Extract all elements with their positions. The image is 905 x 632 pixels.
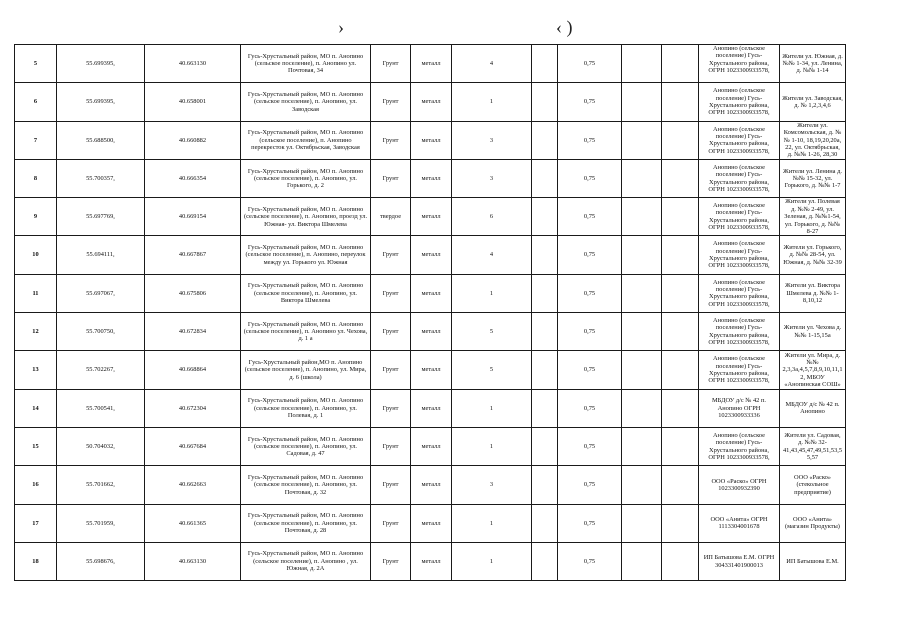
empty-cell: [662, 274, 699, 312]
longitude-cell: 40.668864: [145, 351, 241, 389]
owner-cell: Анопино (сельское поселение) Гусь-Хрустального района, ОГРН 1023300933578,: [699, 83, 780, 121]
table-row: [15, 159, 846, 197]
empty-cell: [662, 389, 699, 427]
empty-cell: [622, 159, 662, 197]
container-count-cell: 1: [452, 274, 532, 312]
empty-cell: [622, 313, 662, 351]
owner-cell: МБДОУ д/с № 42 п. Анопино ОГРН 1023300933336: [699, 389, 780, 427]
row-number: 12: [15, 313, 57, 351]
container-count-cell: 1: [452, 83, 532, 121]
longitude-cell: 40.666354: [145, 159, 241, 197]
waste-producers-cell: МБДОУ д/с № 42 п. Анопино: [780, 389, 846, 427]
latitude-cell: 55.700541,: [57, 389, 145, 427]
longitude-cell: 40.663130: [145, 45, 241, 83]
volume-cell: 0,75: [558, 351, 622, 389]
empty-cell: [622, 83, 662, 121]
waste-producers-cell: Жители ул. Садовая, д. №№ 32-41,43,45,47,49,51,53,55,57: [780, 427, 846, 465]
material-cell: металл: [411, 504, 452, 542]
longitude-cell: 40.672834: [145, 313, 241, 351]
empty-cell: [622, 198, 662, 236]
container-sites-table: [14, 44, 846, 581]
empty-cell: [622, 389, 662, 427]
empty-cell: [662, 504, 699, 542]
table-row: [15, 236, 846, 274]
volume-cell: 0,75: [558, 427, 622, 465]
volume-cell: 0,75: [558, 313, 622, 351]
volume-cell: 0,75: [558, 45, 622, 83]
row-number: 11: [15, 274, 57, 312]
longitude-cell: 40.675806: [145, 274, 241, 312]
latitude-cell: 55.697067,: [57, 274, 145, 312]
empty-cell: [662, 121, 699, 159]
longitude-cell: 40.660882: [145, 121, 241, 159]
table-row: [15, 389, 846, 427]
container-count-cell: 1: [452, 427, 532, 465]
volume-cell: 0,75: [558, 236, 622, 274]
address-cell: Гусь-Хрустальный район, МО п. Анопино (сельское поселение), п. Анопино, ул. Почтовая, д. 32: [241, 466, 371, 504]
row-number: 10: [15, 236, 57, 274]
empty-cell: [662, 198, 699, 236]
latitude-cell: 55.702267,: [57, 351, 145, 389]
container-count-cell: 6: [452, 198, 532, 236]
empty-cell: [532, 389, 558, 427]
empty-cell: [532, 504, 558, 542]
material-cell: металл: [411, 198, 452, 236]
latitude-cell: 55.701662,: [57, 466, 145, 504]
address-cell: Гусь-Хрустальный район, МО п. Анопино (сельское поселение), п. Анопино , ул. Южная, д. 2А: [241, 542, 371, 580]
volume-cell: 0,75: [558, 504, 622, 542]
row-number: 8: [15, 159, 57, 197]
waste-producers-cell: Жители ул. Полевая д. №№ 2-49, ул. Зеленая, д. №№1-54, ул. Горького, д. №№ 8-27: [780, 198, 846, 236]
row-number: 18: [15, 542, 57, 580]
address-cell: Гусь-Хрустальный район, МО п. Анопино (сельское поселение), п. Анопино, проезд ул. Южная- ул. Виктора Шмелева: [241, 198, 371, 236]
empty-cell: [662, 542, 699, 580]
surface-cell: Грунт: [371, 236, 411, 274]
container-count-cell: 1: [452, 542, 532, 580]
empty-cell: [662, 83, 699, 121]
surface-cell: Грунт: [371, 427, 411, 465]
longitude-cell: 40.669154: [145, 198, 241, 236]
address-cell: Гусь-Хрустальный район, МО п. Анопино (сельское поселение), п. Анопино перекресток ул. Октябрьская, Заводская: [241, 121, 371, 159]
material-cell: металл: [411, 159, 452, 197]
latitude-cell: 55.688500,: [57, 121, 145, 159]
longitude-cell: 40.672304: [145, 389, 241, 427]
empty-cell: [622, 45, 662, 83]
address-cell: Гусь-Хрустальный район,МО п. Анопино (сельское поселение), п. Анопино, ул. Мира, д. 6 (школа): [241, 351, 371, 389]
volume-cell: 0,75: [558, 159, 622, 197]
row-number: 16: [15, 466, 57, 504]
table-row: [15, 121, 846, 159]
container-count-cell: 3: [452, 121, 532, 159]
waste-producers-cell: Жители ул. Чехова д.№№ 1-15,15а: [780, 313, 846, 351]
empty-cell: [532, 313, 558, 351]
owner-cell: Анопино (сельское поселение) Гусь-Хрустального района, ОГРН 1023300933578,: [699, 427, 780, 465]
latitude-cell: 50.704032,: [57, 427, 145, 465]
owner-cell: Анопино (сельское поселение) Гусь-Хрустального района, ОГРН 1023300933578,: [699, 313, 780, 351]
table-row: [15, 427, 846, 465]
table-row: [15, 198, 846, 236]
material-cell: металл: [411, 274, 452, 312]
surface-cell: Грунт: [371, 466, 411, 504]
table-row: [15, 274, 846, 312]
material-cell: металл: [411, 83, 452, 121]
container-count-cell: 4: [452, 45, 532, 83]
latitude-cell: 55.698676,: [57, 542, 145, 580]
owner-cell: Анопино (сельское поселение) Гусь-Хрустального района, ОГРН 1023300933578,: [699, 274, 780, 312]
latitude-cell: 55.697769,: [57, 198, 145, 236]
table-row: [15, 504, 846, 542]
surface-cell: Грунт: [371, 542, 411, 580]
table-row: [15, 466, 846, 504]
table-row: [15, 542, 846, 580]
longitude-cell: 40.661365: [145, 504, 241, 542]
empty-cell: [532, 274, 558, 312]
empty-cell: [622, 236, 662, 274]
empty-cell: [622, 466, 662, 504]
empty-cell: [662, 351, 699, 389]
punch-hole-left: ›: [338, 17, 344, 37]
longitude-cell: 40.662663: [145, 466, 241, 504]
row-number: 13: [15, 351, 57, 389]
table-body: [15, 45, 846, 581]
waste-producers-cell: Жители ул. Заводская, д. № 1,2,3,4,6: [780, 83, 846, 121]
longitude-cell: 40.658001: [145, 83, 241, 121]
table-row: [15, 313, 846, 351]
owner-cell: Анопино (сельское поселение) Гусь-Хрустального района, ОГРН 1023300933578,: [699, 351, 780, 389]
longitude-cell: 40.667867: [145, 236, 241, 274]
row-number: 7: [15, 121, 57, 159]
empty-cell: [662, 313, 699, 351]
surface-cell: Грунт: [371, 351, 411, 389]
material-cell: металл: [411, 313, 452, 351]
row-number: 6: [15, 83, 57, 121]
table-row: [15, 45, 846, 83]
container-count-cell: 3: [452, 159, 532, 197]
waste-producers-cell: Жители ул. Виктора Шмелева д. №№ 1-8,10,12: [780, 274, 846, 312]
owner-cell: Анопино (сельское поселение) Гусь-Хрустального района, ОГРН 1023300933578,: [699, 236, 780, 274]
empty-cell: [532, 427, 558, 465]
table-row: [15, 351, 846, 389]
container-count-cell: 1: [452, 389, 532, 427]
empty-cell: [622, 504, 662, 542]
latitude-cell: 55.700357,: [57, 159, 145, 197]
owner-cell: ООО «Анита» ОГРН 1113304001678: [699, 504, 780, 542]
surface-cell: Грунт: [371, 504, 411, 542]
empty-cell: [532, 45, 558, 83]
volume-cell: 0,75: [558, 542, 622, 580]
latitude-cell: 55.699395,: [57, 45, 145, 83]
material-cell: металл: [411, 542, 452, 580]
address-cell: Гусь-Хрустальный район, МО п. Анопино (сельское поселение), п. Анопино ул. Чехова, д. 1 а: [241, 313, 371, 351]
empty-cell: [532, 198, 558, 236]
empty-cell: [662, 427, 699, 465]
volume-cell: 0,75: [558, 274, 622, 312]
surface-cell: Грунт: [371, 389, 411, 427]
container-count-cell: 1: [452, 504, 532, 542]
surface-cell: Грунт: [371, 274, 411, 312]
volume-cell: 0,75: [558, 466, 622, 504]
empty-cell: [532, 542, 558, 580]
owner-cell: Анопино (сельское поселение) Гусь-Хрустального района, ОГРН 1023300933578,: [699, 45, 780, 83]
surface-cell: Грунт: [371, 45, 411, 83]
address-cell: Гусь-Хрустальный район, МО п. Анопино (сельское поселение), п. Анопино, ул. Заводская: [241, 83, 371, 121]
empty-cell: [532, 466, 558, 504]
empty-cell: [662, 466, 699, 504]
address-cell: Гусь-Хрустальный район, МО п. Анопино (сельское поселение), п. Анопино, ул. Садовая, д. 47: [241, 427, 371, 465]
waste-producers-cell: ООО «Анита» (магазин Продукты): [780, 504, 846, 542]
material-cell: металл: [411, 466, 452, 504]
address-cell: Гусь-Хрустальный район, МО п. Анопино (сельское поселение), п. Анопино, ул. Полевая, д. 1: [241, 389, 371, 427]
address-cell: Гусь-Хрустальный район, МО п. Анопино (сельское поселение), п. Анопино, ул. Горького, д. 2: [241, 159, 371, 197]
owner-cell: ИП Батышова Е.М. ОГРН 304331401900013: [699, 542, 780, 580]
volume-cell: 0,75: [558, 198, 622, 236]
empty-cell: [532, 351, 558, 389]
waste-producers-cell: Жители ул. Комсомольская, д. №№ 1-10, 18,19,20,20а, 22, ул. Октябрьская, д. №№ 1-26, 28,30: [780, 121, 846, 159]
material-cell: металл: [411, 236, 452, 274]
address-cell: Гусь-Хрустальный район, МО п. Анопино (сельское поселение), п. Анопино, переулок между ул. Горького ул. Южная: [241, 236, 371, 274]
empty-cell: [622, 274, 662, 312]
latitude-cell: 55.701959,: [57, 504, 145, 542]
table-row: [15, 83, 846, 121]
surface-cell: твердое: [371, 198, 411, 236]
address-cell: Гусь-Хрустальный район, МО п. Анопино (сельское поселение), п. Анопино ул. Почтовая, 34: [241, 45, 371, 83]
container-count-cell: 5: [452, 351, 532, 389]
material-cell: металл: [411, 427, 452, 465]
row-number: 17: [15, 504, 57, 542]
material-cell: металл: [411, 389, 452, 427]
address-cell: Гусь-Хрустальный район, МО п. Анопино (сельское поселение), п. Анопино, ул. Почтовая, д. 28: [241, 504, 371, 542]
longitude-cell: 40.663130: [145, 542, 241, 580]
owner-cell: Анопино (сельское поселение) Гусь-Хрустального района, ОГРН 1023300933578,: [699, 198, 780, 236]
container-count-cell: 3: [452, 466, 532, 504]
volume-cell: 0,75: [558, 389, 622, 427]
row-number: 15: [15, 427, 57, 465]
empty-cell: [622, 542, 662, 580]
address-cell: Гусь-Хрустальный район, МО п. Анопино (сельское поселение), п. Анопино, ул. Виктора Шмелева: [241, 274, 371, 312]
surface-cell: Грунт: [371, 313, 411, 351]
latitude-cell: 55.700750,: [57, 313, 145, 351]
waste-producers-cell: Жители ул. Южная, д. №№ 1-34, ул. Ленина, д. №№ 1-14: [780, 45, 846, 83]
volume-cell: 0,75: [558, 83, 622, 121]
empty-cell: [532, 159, 558, 197]
empty-cell: [622, 427, 662, 465]
waste-producers-cell: ИП Батышова Е.М.: [780, 542, 846, 580]
empty-cell: [532, 83, 558, 121]
empty-cell: [532, 236, 558, 274]
empty-cell: [662, 45, 699, 83]
empty-cell: [662, 159, 699, 197]
row-number: 5: [15, 45, 57, 83]
container-count-cell: 5: [452, 313, 532, 351]
owner-cell: ООО «Раско» ОГРН 1023300932390: [699, 466, 780, 504]
owner-cell: Анопино (сельское поселение) Гусь-Хрустального района, ОГРН 1023300933578,: [699, 159, 780, 197]
container-count-cell: 4: [452, 236, 532, 274]
waste-producers-cell: Жители ул. Горького, д. №№ 28-54, ул. Южная, д. №№ 32-39: [780, 236, 846, 274]
waste-producers-cell: Жители ул. Мира, д. №№ 2,3,3а,4,5,7,8,9,10,11,12, МБОУ «Анопинская СОШ»: [780, 351, 846, 389]
material-cell: металл: [411, 351, 452, 389]
row-number: 14: [15, 389, 57, 427]
empty-cell: [532, 121, 558, 159]
waste-producers-cell: ООО «Раско» (стекольное предприятие): [780, 466, 846, 504]
latitude-cell: 55.699395,: [57, 83, 145, 121]
surface-cell: Грунт: [371, 83, 411, 121]
material-cell: металл: [411, 121, 452, 159]
longitude-cell: 40.667684: [145, 427, 241, 465]
volume-cell: 0,75: [558, 121, 622, 159]
empty-cell: [662, 236, 699, 274]
empty-cell: [622, 121, 662, 159]
surface-cell: Грунт: [371, 121, 411, 159]
punch-hole-right: ‹ ): [556, 17, 573, 37]
waste-producers-cell: Жители ул. Ленина д. №№ 15-32, ул. Горького, д. №№ 1-7: [780, 159, 846, 197]
empty-cell: [622, 351, 662, 389]
material-cell: металл: [411, 45, 452, 83]
surface-cell: Грунт: [371, 159, 411, 197]
latitude-cell: 55.694111,: [57, 236, 145, 274]
owner-cell: Анопино (сельское поселение) Гусь-Хрустального района, ОГРН 1023300933578,: [699, 121, 780, 159]
row-number: 9: [15, 198, 57, 236]
